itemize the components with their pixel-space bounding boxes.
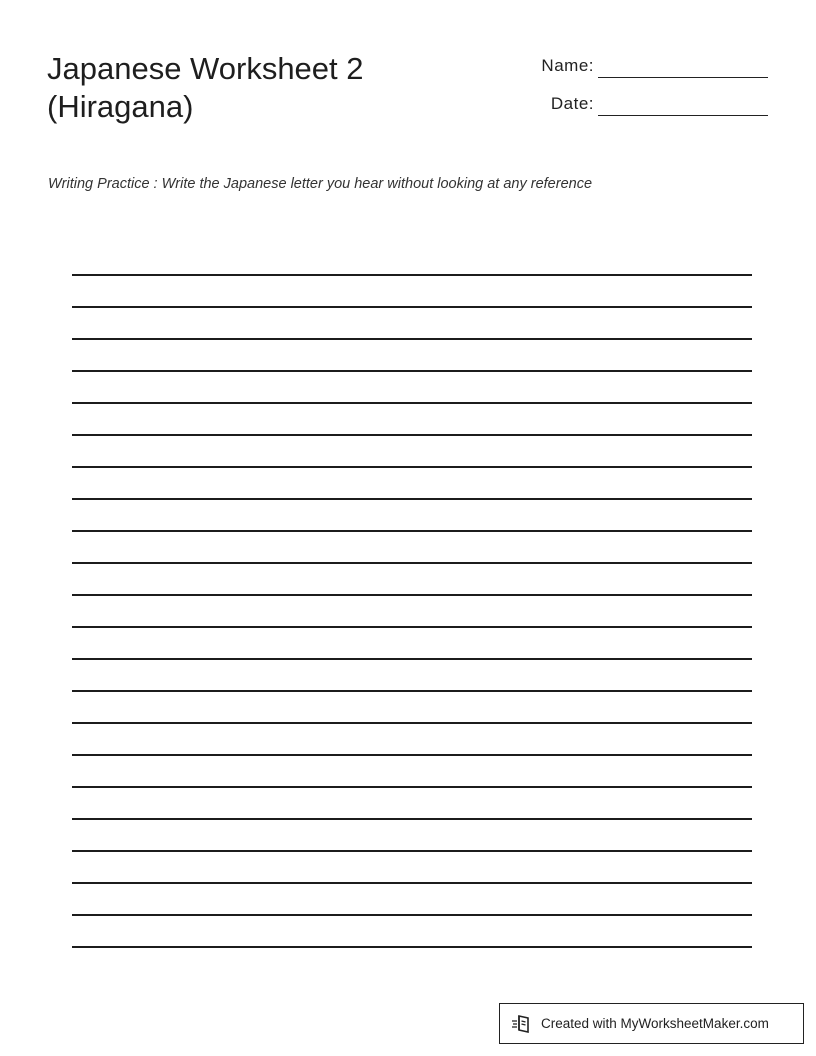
writing-line[interactable] bbox=[72, 882, 752, 884]
writing-line[interactable] bbox=[72, 306, 752, 308]
writing-line[interactable] bbox=[72, 786, 752, 788]
writing-line[interactable] bbox=[72, 370, 752, 372]
writing-line[interactable] bbox=[72, 626, 752, 628]
writing-lines-area[interactable] bbox=[72, 262, 752, 962]
writing-line[interactable] bbox=[72, 722, 752, 724]
writing-line[interactable] bbox=[72, 402, 752, 404]
name-label: Name: bbox=[541, 56, 594, 75]
date-field[interactable] bbox=[500, 88, 770, 116]
worksheet-title-line-2: (Hiragana) bbox=[47, 89, 194, 124]
writing-line[interactable] bbox=[72, 338, 752, 340]
writing-line[interactable] bbox=[72, 562, 752, 564]
writing-line[interactable] bbox=[72, 530, 752, 532]
name-field[interactable] bbox=[500, 50, 770, 78]
writing-line[interactable] bbox=[72, 658, 752, 660]
footer-credit-box bbox=[499, 1003, 804, 1044]
writing-line[interactable] bbox=[72, 274, 752, 276]
footer-credit-text: Created with MyWorksheetMaker.com bbox=[541, 1016, 769, 1031]
writing-line[interactable] bbox=[72, 434, 752, 436]
worksheet-title-line-1: Japanese Worksheet 2 bbox=[47, 51, 364, 86]
writing-line[interactable] bbox=[72, 594, 752, 596]
name-blank-line[interactable] bbox=[598, 77, 768, 78]
worksheet-maker-logo-icon bbox=[511, 1013, 533, 1035]
writing-line[interactable] bbox=[72, 946, 752, 948]
writing-line[interactable] bbox=[72, 914, 752, 916]
instructions-text: Writing Practice : Write the Japanese letter you hear without looking at any reference bbox=[48, 176, 593, 192]
writing-line[interactable] bbox=[72, 754, 752, 756]
writing-line[interactable] bbox=[72, 690, 752, 692]
worksheet-title bbox=[47, 50, 477, 126]
date-label: Date: bbox=[550, 94, 594, 113]
writing-line[interactable] bbox=[72, 466, 752, 468]
writing-line[interactable] bbox=[72, 850, 752, 852]
writing-line[interactable] bbox=[72, 818, 752, 820]
writing-line[interactable] bbox=[72, 498, 752, 500]
date-blank-line[interactable] bbox=[598, 115, 768, 116]
